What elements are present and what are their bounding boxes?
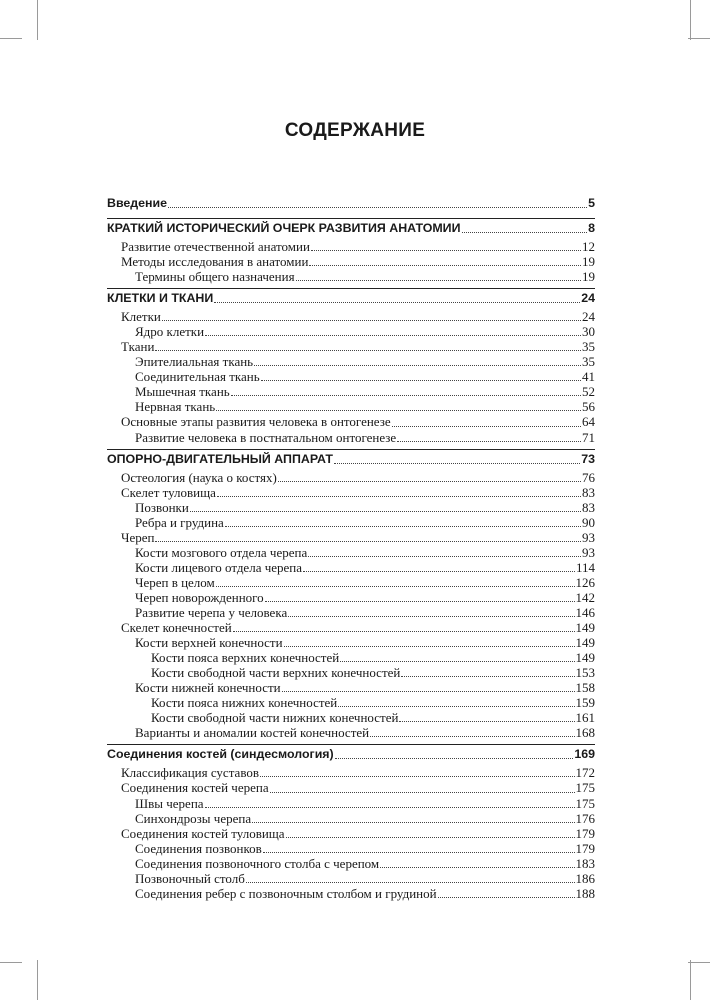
dot-leader: [214, 302, 580, 303]
toc-entry-title: Нервная ткань: [135, 399, 216, 415]
toc-entry[interactable]: [107, 470, 595, 485]
toc-entry[interactable]: [107, 826, 595, 841]
dot-leader: [462, 232, 588, 233]
toc-entry[interactable]: [107, 856, 595, 871]
toc-entry-title: Мышечная ткань: [135, 384, 230, 400]
toc-entry[interactable]: [107, 339, 595, 354]
toc-page-number: 19: [582, 254, 595, 270]
dot-leader: [233, 631, 575, 632]
dot-leader: [309, 265, 581, 266]
toc-page-number: 159: [575, 695, 595, 711]
table-of-contents: [107, 194, 595, 905]
toc-entry[interactable]: [107, 590, 595, 605]
toc-page-number: 83: [582, 499, 595, 515]
crop-mark-left-lower: [0, 962, 22, 963]
toc-page-number: 149: [575, 650, 595, 666]
toc-entry[interactable]: [107, 530, 595, 545]
dot-leader: [282, 691, 575, 692]
toc-entry[interactable]: [107, 605, 595, 620]
toc-page-number: 176: [575, 810, 595, 826]
dot-leader: [252, 822, 574, 823]
toc-page-number: 126: [575, 574, 595, 590]
dot-leader: [216, 586, 575, 587]
toc-entry-title: Развитие отечественной анатомии: [121, 239, 310, 254]
toc-page-number: 8: [588, 221, 595, 235]
toc-page-number: 73: [581, 451, 595, 466]
toc-entry[interactable]: [107, 695, 595, 710]
toc-entry[interactable]: [107, 710, 595, 725]
toc-page-number: 56: [582, 399, 595, 415]
toc-page-number: 19: [582, 269, 595, 285]
toc-section-heading[interactable]: [107, 195, 595, 212]
dot-leader: [311, 250, 581, 251]
toc-page-number: 149: [575, 620, 595, 636]
toc-entry-title: Остеология (наука о костях): [121, 469, 277, 485]
toc-entry[interactable]: [107, 324, 595, 339]
toc-section-heading[interactable]: [107, 451, 595, 468]
toc-entry[interactable]: [107, 620, 595, 635]
toc-page-number: 35: [582, 339, 595, 355]
toc-entry-title: Развитие черепа у человека: [135, 604, 288, 620]
toc-entry-title: Соединения костей (синдесмология): [107, 747, 334, 762]
toc-entry-title: Соединения костей туловища: [121, 825, 285, 841]
toc-page-number: 175: [575, 780, 595, 796]
toc-entry[interactable]: [107, 796, 595, 811]
dot-leader: [162, 320, 581, 321]
dot-leader: [260, 776, 574, 777]
dot-leader: [231, 395, 581, 396]
toc-page-number: 146: [575, 604, 595, 620]
toc-entry[interactable]: [107, 635, 595, 650]
toc-entry-title: Кости пояса нижних конечностей: [151, 695, 338, 711]
dot-leader: [216, 410, 581, 411]
toc-page-number: 90: [582, 514, 595, 530]
toc-page-number: 179: [575, 825, 595, 841]
toc-entry[interactable]: [107, 841, 595, 856]
dot-leader: [205, 335, 581, 336]
toc-entry-title: Череп в целом: [135, 574, 215, 590]
dot-leader: [246, 882, 575, 883]
toc-entry[interactable]: [107, 399, 595, 414]
toc-page-number: 64: [582, 414, 595, 430]
toc-entry[interactable]: [107, 354, 595, 369]
dot-leader: [261, 380, 581, 381]
toc-page-number: 30: [582, 324, 595, 340]
crop-mark-left-upper: [0, 38, 22, 39]
toc-section: [107, 288, 595, 448]
crop-mark-bottom-left: [37, 960, 38, 1000]
toc-entry[interactable]: [107, 725, 595, 740]
dot-leader: [308, 556, 581, 557]
toc-section-heading[interactable]: [107, 746, 595, 763]
toc-page-number: 12: [582, 239, 595, 254]
dot-leader: [254, 365, 581, 366]
dot-leader: [155, 350, 581, 351]
toc-page-number: 24: [581, 291, 595, 306]
toc-entry-title: Классификация суставов: [121, 765, 260, 781]
dot-leader: [284, 646, 575, 647]
dot-leader: [263, 852, 575, 853]
dot-leader: [288, 616, 574, 617]
dot-leader: [399, 721, 574, 722]
toc-entry[interactable]: [107, 560, 595, 575]
toc-page-number: 24: [582, 309, 595, 325]
dot-leader: [270, 792, 575, 793]
toc-entry-title: Позвонки: [135, 499, 189, 515]
toc-entry[interactable]: [107, 765, 595, 780]
toc-section: [107, 194, 595, 218]
toc-entry-title: Кости свободной части верхних конечностей: [151, 665, 401, 681]
toc-entry[interactable]: [107, 545, 595, 560]
toc-page-number: 153: [575, 665, 595, 681]
dot-leader: [168, 207, 587, 208]
toc-page-number: 169: [574, 747, 595, 762]
toc-entry-title: Методы исследования в анатомии: [121, 254, 309, 270]
toc-entry-title: Позвоночный столб: [135, 870, 245, 886]
dot-leader: [370, 736, 574, 737]
toc-section: [107, 744, 595, 904]
dot-leader: [392, 426, 581, 427]
dot-leader: [303, 571, 575, 572]
toc-entry-title: Кости пояса верхних конечностей: [151, 650, 340, 666]
toc-entry-title: КЛЕТКИ И ТКАНИ: [107, 291, 214, 306]
toc-page-number: 93: [582, 544, 595, 560]
dot-leader: [296, 280, 581, 281]
page-title: СОДЕРЖАНИЕ: [284, 120, 426, 141]
toc-page-number: 114: [575, 559, 595, 575]
toc-entry[interactable]: [107, 485, 595, 500]
toc-page-number: 179: [575, 840, 595, 856]
toc-page-number: 76: [582, 469, 595, 485]
toc-entry[interactable]: [107, 665, 595, 680]
toc-entry-title: Соединения костей черепа: [121, 780, 269, 796]
toc-entry-title: Ядро клетки: [135, 324, 205, 340]
toc-page-number: 183: [575, 855, 595, 871]
toc-entry-title: Швы черепа: [135, 795, 204, 811]
toc-entry[interactable]: [107, 650, 595, 665]
toc-entry-title: Развитие человека в постнатальном онтогенезе: [135, 429, 397, 445]
toc-entry-title: Кости лицевого отдела черепа: [135, 559, 303, 575]
dot-leader: [334, 463, 580, 464]
toc-entry[interactable]: [107, 886, 595, 901]
toc-entry[interactable]: [107, 369, 595, 384]
toc-entry[interactable]: [107, 414, 595, 429]
toc-section: [107, 449, 595, 745]
toc-entry-title: Соединения ребер с позвоночным столбом и грудиной: [135, 885, 437, 901]
toc-entry-title: Клетки: [121, 309, 161, 325]
toc-entry-title: Кости верхней конечности: [135, 635, 283, 651]
toc-page-number: 5: [588, 196, 595, 210]
dot-leader: [190, 511, 581, 512]
toc-entry-title: Скелет туловища: [121, 484, 216, 500]
toc-page-number: 158: [575, 680, 595, 696]
toc-page-number: 52: [582, 384, 595, 400]
crop-mark-top-left: [37, 0, 38, 40]
toc-entry-title: Кости мозгового отдела черепа: [135, 544, 308, 560]
toc-page-number: 161: [575, 710, 595, 726]
toc-entry-title: Эпителиальная ткань: [135, 354, 254, 370]
toc-page-number: 149: [575, 635, 595, 651]
toc-entry[interactable]: [107, 780, 595, 795]
toc-entry-title: ОПОРНО-ДВИГАТЕЛЬНЫЙ АППАРАТ: [107, 451, 333, 466]
toc-page-number: 41: [582, 369, 595, 385]
toc-section-heading[interactable]: [107, 290, 595, 307]
toc-entry-title: Синхондрозы черепа: [135, 810, 252, 826]
toc-section: [107, 218, 595, 288]
toc-entry-title: Скелет конечностей: [121, 620, 232, 636]
toc-entry-title: Соединения позвоночного столба с черепом: [135, 855, 380, 871]
dot-leader: [265, 601, 575, 602]
dot-leader: [278, 481, 581, 482]
toc-page-number: 172: [575, 765, 595, 781]
dot-leader: [205, 807, 575, 808]
toc-entry[interactable]: [107, 254, 595, 269]
crop-mark-top-right: [690, 0, 691, 40]
toc-entry-title: Термины общего назначения: [135, 269, 295, 285]
toc-entry-title: КРАТКИЙ ИСТОРИЧЕСКИЙ ОЧЕРК РАЗВИТИЯ АНАТОМИИ: [107, 221, 461, 235]
toc-entry[interactable]: [107, 515, 595, 530]
toc-section-heading[interactable]: [107, 220, 595, 237]
toc-page-number: 188: [575, 885, 595, 901]
toc-entry-title: Череп: [121, 529, 155, 545]
toc-entry-title: Кости нижней конечности: [135, 680, 281, 696]
dot-leader: [438, 897, 575, 898]
toc-entry-title: Варианты и аномалии костей конечностей: [135, 725, 370, 741]
toc-entry[interactable]: [107, 500, 595, 515]
toc-entry-title: Соединения позвонков: [135, 840, 262, 856]
dot-leader: [338, 706, 574, 707]
toc-entry-title: Череп новорожденного: [135, 589, 264, 605]
toc-entry[interactable]: [107, 811, 595, 826]
toc-entry-title: Основные этапы развития человека в онтогенезе: [121, 414, 391, 430]
crop-mark-right-upper: [688, 38, 710, 39]
toc-entry-title: Ткани: [121, 339, 155, 355]
toc-entry[interactable]: [107, 239, 595, 254]
dot-leader: [380, 867, 574, 868]
dot-leader: [340, 661, 574, 662]
toc-page-number: 93: [582, 529, 595, 545]
toc-entry-title: Соединительная ткань: [135, 369, 260, 385]
dot-leader: [401, 676, 574, 677]
toc-entry-title: Введение: [107, 196, 168, 210]
toc-page-number: 71: [582, 429, 595, 445]
dot-leader: [217, 496, 581, 497]
toc-page-number: 142: [575, 589, 595, 605]
toc-page-number: 186: [575, 870, 595, 886]
toc-page-number: 168: [575, 725, 595, 741]
toc-page-number: 35: [582, 354, 595, 370]
dot-leader: [286, 837, 575, 838]
dot-leader: [155, 541, 581, 542]
crop-mark-right-lower: [688, 962, 710, 963]
toc-entry[interactable]: [107, 871, 595, 886]
toc-entry-title: Кости свободной части нижних конечностей: [151, 710, 399, 726]
toc-entry-title: Ребра и грудина: [135, 514, 224, 530]
toc-entry[interactable]: [107, 269, 595, 284]
toc-entry[interactable]: [107, 430, 595, 445]
dot-leader: [335, 758, 574, 759]
toc-entry[interactable]: [107, 384, 595, 399]
toc-page-number: 83: [582, 484, 595, 500]
toc-entry[interactable]: [107, 309, 595, 324]
toc-entry[interactable]: [107, 680, 595, 695]
toc-entry[interactable]: [107, 575, 595, 590]
toc-page-number: 175: [575, 795, 595, 811]
dot-leader: [397, 441, 581, 442]
dot-leader: [225, 526, 581, 527]
crop-mark-bottom-right: [690, 960, 691, 1000]
